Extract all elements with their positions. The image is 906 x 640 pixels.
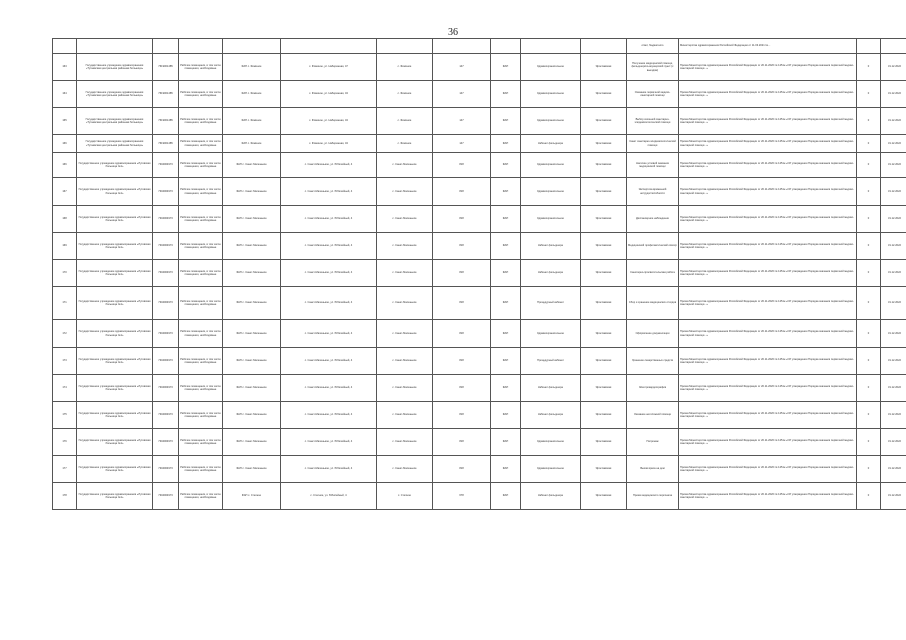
function-cell: Процедурный кабинет [521,348,581,375]
service-cell: Санкт санитарно-эпидемиологической помощи [627,135,679,153]
type-cell: Рабочие помещения, в том числе помещения, необходимые [179,320,223,348]
kind-cell: ФАП [491,135,521,153]
num-cell: 173 [53,348,77,375]
num-cell: 176 [53,429,77,456]
ogrn-cell: 7619001485 [153,81,179,108]
table-row [53,153,906,178]
type-cell: Рабочие помещения, в том числе помещения, необходимые [179,206,223,233]
service-cell: Медицинский профилактический осмотр [627,233,679,260]
count-cell: 147 [433,135,491,153]
date-cell: 31.12.2022 [881,153,906,178]
flag-cell: 0 [857,81,881,108]
num-cell: 172 [53,320,77,348]
type-cell: Рабочие помещения, в том числе помещения, необходимые [179,233,223,260]
type-cell: Рабочие помещения, в том числе помещения, необходимые [179,178,223,206]
num-cell: 169 [53,233,77,260]
table-row [53,429,906,456]
date-cell: 31.12.2022 [881,348,906,375]
locality-cell: с. Санкт-Маленькое [377,153,433,178]
owner-cell: Ярославская [581,260,627,287]
flag-cell: 0 [857,348,881,375]
org-cell: Государственное учреждение здравоохранения «Луговская больница №1» [77,429,153,456]
count-cell: 678 [433,483,491,510]
owner-cell: Ярославская [581,287,627,320]
basis-cell: Приказ Министерства здравоохранения Российской Федерации от 20.11.2020 № 1251н «Об утверждении Порядка оказания первичной медико-санитарной помощи...» [679,402,857,429]
count-cell: 147 [433,108,491,135]
kind-cell: ФАП [491,108,521,135]
locality-cell: с. Фоминое [377,135,433,153]
num-cell: 171 [53,287,77,320]
service-cell: Хранение лекарственных средств [627,348,679,375]
kind-cell: ФАП [491,260,521,287]
kind-cell: ФАП [491,483,521,510]
service-cell: Санитарно-просветительская работа [627,260,679,287]
address-cell: с. Санкт-Маленькое, ул. Юбилейный, 4 [281,456,377,483]
owner-cell: Ярославская [581,135,627,153]
org-cell: Государственное учреждение здравоохранения «Луговская больница №1» [77,375,153,402]
count-cell: 818 [433,429,491,456]
kind-cell: ФАП [491,320,521,348]
basis-cell: Приказ Министерства здравоохранения Российской Федерации от 20.11.2020 № 1251н «Об утверждении Порядка оказания первичной медико-санитарной помощи...» [679,348,857,375]
basis-cell: Приказ Министерства здравоохранения Российской Федерации от 20.11.2020 № 1251н «Об утверждении Порядка оказания первичной медико-санитарной помощи...» [679,456,857,483]
count-cell: 818 [433,320,491,348]
org-cell: Государственное учреждение здравоохранения «Луговская больница №1» [77,483,153,510]
count-cell: 818 [433,287,491,320]
table-row [53,375,906,402]
basis-cell: Приказ Министерства здравоохранения Российской Федерации от 20.11.2020 № 1251н «Об утверждении Порядка оказания первичной медико-санитарной помощи...» [679,178,857,206]
basis-cell: Приказ Министерства здравоохранения Российской Федерации от 20.11.2020 № 1251н «Об утверждении Порядка оказания первичной медико-санитарной помощи...» [679,429,857,456]
flag-cell: 0 [857,135,881,153]
count-cell: 818 [433,260,491,287]
date-cell: 31.12.2022 [881,206,906,233]
kind-cell: ФАП [491,287,521,320]
date-cell: 31.12.2022 [881,178,906,206]
ogrn-cell: 7304004973 [153,456,179,483]
ogrn-cell: 7304004973 [153,375,179,402]
form-cell: ФАП с. Санкт-Маленькое [223,178,281,206]
kind-cell: ФАП [491,375,521,402]
flag-cell: 0 [857,206,881,233]
form-cell: ФАП с. Санкт-Маленькое [223,287,281,320]
address-cell: с. Санкт-Маленькое, ул. Юбилейный, 4 [281,402,377,429]
locality-cell: с. Санкт-Маленькое [377,206,433,233]
date-cell: 31.12.2022 [881,108,906,135]
form-cell: ФАП с. Санкт-Маленькое [223,348,281,375]
locality-cell: с. Санкт-Маленькое [377,287,433,320]
owner-cell: Ярославская [581,153,627,178]
table-row [53,456,906,483]
date-cell: 31.12.2022 [881,429,906,456]
table-row [53,320,906,348]
kind-cell: ФАП [491,206,521,233]
flag-cell: 0 [857,287,881,320]
num-cell: 165 [53,108,77,135]
date-cell: 31.12.2022 [881,233,906,260]
type-cell: Рабочие помещения, в том числе помещения, необходимые [179,456,223,483]
service-cell: Электрокардиография [627,375,679,402]
num-cell: 163 [53,54,77,81]
locality-cell: с. Санкт-Маленькое [377,402,433,429]
basis-cell: Приказ Министерства здравоохранения Российской Федерации от 20.11.2020 № 1251н «Об утверждении Порядка оказания первичной медико-санитарной помощи...» [679,233,857,260]
address-cell: с. Санкт-Маленькое, ул. Юбилейный, 4 [281,375,377,402]
basis-cell: Приказ Министерства здравоохранения Российской Федерации от 20.11.2020 № 1251н «Об утверждении Порядка оказания первичной медико-санитарной помощи...» [679,260,857,287]
num-cell: 177 [53,456,77,483]
num-cell: 168 [53,206,77,233]
kind-cell: ФАП [491,233,521,260]
locality-cell: с. Санкт-Маленькое [377,320,433,348]
count-cell: 818 [433,375,491,402]
org-cell: Государственное учреждение здравоохранения «Тутаевская центральная районная больница» [77,135,153,153]
flag-cell: 0 [857,483,881,510]
count-cell: 147 [433,81,491,108]
type-cell: Рабочие помещения, в том числе помещения, необходимые [179,375,223,402]
flag-cell: 0 [857,402,881,429]
form-cell: ФАП с. Фоминое [223,108,281,135]
table-row [53,233,906,260]
kind-cell: ФАП [491,402,521,429]
ogrn-cell: 7304004973 [153,348,179,375]
service-cell: ответ, бюджетного [627,39,679,54]
basis-cell: Приказ Министерства здравоохранения Российской Федерации от 20.11.2020 № 1251н «Об утверждении Порядка оказания первичной медико-санитарной помощи...» [679,287,857,320]
owner-cell: Ярославская [581,233,627,260]
address-cell: с. Санкт-Маленькое, ул. Юбилейный, 4 [281,233,377,260]
table-row [53,348,906,375]
ogrn-cell: 7304004973 [153,320,179,348]
type-cell: Рабочие помещения, в том числе помещения, необходимые [179,153,223,178]
ogrn-cell: 7304004973 [153,483,179,510]
date-cell: 31.12.2022 [881,81,906,108]
locality-cell: с. Фоминое [377,54,433,81]
function-cell: Кабинет фельдшера [521,135,581,153]
function-cell: Кабинет фельдшера [521,483,581,510]
type-cell: Рабочие помещения, в том числе помещения, необходимые [179,135,223,153]
basis-cell: Министерства здравоохранения Российской Федерации от 11.03.2021 №... [679,39,857,54]
org-cell: Государственное учреждение здравоохранения «Луговская больница №1» [77,178,153,206]
flag-cell: 0 [857,375,881,402]
org-cell: Государственное учреждение здравоохранения «Луговская больница №1» [77,402,153,429]
ogrn-cell: 7304004973 [153,429,179,456]
function-cell: Здравоохранительное [521,456,581,483]
locality-cell: с. Степное [377,483,433,510]
owner-cell: Ярославская [581,375,627,402]
form-cell: ФАП с. Санкт-Маленькое [223,260,281,287]
basis-cell: Приказ Министерства здравоохранения Российской Федерации от 20.11.2020 № 1251н «Об утверждении Порядка оказания первичной медико-санитарной помощи...» [679,206,857,233]
ogrn-cell: 7304004973 [153,402,179,429]
type-cell: Рабочие помещения, в том числе помещения, необходимые [179,348,223,375]
address-cell: с. Санкт-Маленькое, ул. Юбилейный, 4 [281,287,377,320]
service-cell: Оказание первичной медико-санитарной помощи [627,81,679,108]
form-cell: ФАП с. Санкт-Маленькое [223,429,281,456]
basis-cell: Приказ Министерства здравоохранения Российской Федерации от 20.11.2020 № 1251н «Об утверждении Порядка оказания первичной медико-санитарной помощи...» [679,153,857,178]
type-cell: Рабочие помещения, в том числе помещения, необходимые [179,54,223,81]
address-cell: с. Санкт-Маленькое, ул. Юбилейный, 4 [281,429,377,456]
num-cell: 175 [53,402,77,429]
type-cell: Рабочие помещения, в том числе помещения, необходимые [179,108,223,135]
function-cell: Здравоохранительное [521,108,581,135]
locality-cell: с. Санкт-Маленькое [377,233,433,260]
form-cell: ФАП с. Степное [223,483,281,510]
org-cell: Государственное учреждение здравоохранения «Луговская больница №1» [77,233,153,260]
org-cell: Государственное учреждение здравоохранения «Луговская больница №1» [77,260,153,287]
address-cell: с. Степное, ул. Юбилейный, 4 [281,483,377,510]
form-cell: ФАП с. Санкт-Маленькое [223,153,281,178]
function-cell: Здравоохранительное [521,81,581,108]
facilities-table [52,38,906,510]
flag-cell: 0 [857,429,881,456]
basis-cell: Приказ Министерства здравоохранения Российской Федерации от 20.11.2020 № 1251н «Об утверждении Порядка оказания первичной медико-санитарной помощи...» [679,81,857,108]
count-cell: 818 [433,153,491,178]
form-cell: ФАП с. Санкт-Маленькое [223,456,281,483]
owner-cell: Ярославская [581,178,627,206]
date-cell: 31.12.2022 [881,483,906,510]
basis-cell: Приказ Министерства здравоохранения Российской Федерации от 20.11.2020 № 1251н «Об утверждении Порядка оказания первичной медико-санитарной помощи...» [679,108,857,135]
function-cell: Здравоохранительное [521,206,581,233]
count-cell: 147 [433,54,491,81]
date-cell: 31.12.2022 [881,456,906,483]
date-cell: 31.12.2022 [881,375,906,402]
num-cell: 164 [53,81,77,108]
locality-cell: с. Санкт-Маленькое [377,429,433,456]
org-cell: Государственное учреждение здравоохранения «Луговская больница №1» [77,287,153,320]
num-cell: 178 [53,483,77,510]
function-cell: Кабинет фельдшера [521,233,581,260]
table-row [53,135,906,153]
function-cell: Здравоохранительное [521,178,581,206]
type-cell: Рабочие помещения, в том числе помещения, необходимые [179,287,223,320]
address-cell: с. Фоминое, ул. Набережная, 43 [281,81,377,108]
owner-cell: Ярославская [581,402,627,429]
ogrn-cell: 7304004973 [153,206,179,233]
basis-cell: Приказ Министерства здравоохранения Российской Федерации от 20.11.2020 № 1251н «Об утверждении Порядка оказания первичной медико-санитарной помощи...» [679,135,857,153]
service-cell: Выбор сезонной санитарно-эпидемиологической помощи [627,108,679,135]
type-cell: Рабочие помещения, в том числе помещения, необходимые [179,260,223,287]
function-cell: Процедурный кабинет [521,287,581,320]
org-cell: Государственное учреждение здравоохранения «Луговская больница №1» [77,348,153,375]
owner-cell: Ярославская [581,81,627,108]
ogrn-cell: 7304004973 [153,178,179,206]
table-row [53,81,906,108]
basis-cell: Приказ Министерства здравоохранения Российской Федерации от 20.11.2020 № 1251н «Об утверждении Порядка оказания первичной медико-санитарной помощи...» [679,375,857,402]
locality-cell: с. Санкт-Маленькое [377,260,433,287]
num-cell: 170 [53,260,77,287]
owner-cell: Ярославская [581,108,627,135]
kind-cell: ФАП [491,456,521,483]
service-cell: Патронаж [627,429,679,456]
num-cell: 167 [53,178,77,206]
form-cell: ФАП с. Фоминое [223,81,281,108]
function-cell: Здравоохранительное [521,320,581,348]
kind-cell: ФАП [491,348,521,375]
flag-cell: 0 [857,260,881,287]
address-cell: с. Санкт-Маленькое, ул. Юбилейный, 4 [281,320,377,348]
service-cell: Экспертиза временной нетрудоспособности [627,178,679,206]
form-cell: ФАП с. Фоминое [223,54,281,81]
date-cell: 31.12.2022 [881,135,906,153]
table-row [53,54,906,81]
function-cell: Здравоохранительное [521,429,581,456]
owner-cell: Ярославская [581,348,627,375]
date-cell: 31.12.2022 [881,287,906,320]
ogrn-cell: 7619001485 [153,108,179,135]
flag-cell: 0 [857,108,881,135]
service-cell: Получение медицинской помощи, фельдшерско-акушерский пункт (с выездом) [627,54,679,81]
kind-cell: ФАП [491,54,521,81]
function-cell: Кабинет фельдшера [521,375,581,402]
function-cell: Здравоохранительное [521,54,581,81]
service-cell: Сбор и хранение медицинских отходов [627,287,679,320]
org-cell: Государственное учреждение здравоохранения «Тутаевская центральная районная больница» [77,81,153,108]
date-cell: 31.12.2022 [881,320,906,348]
table-row [53,287,906,320]
org-cell: Государственное учреждение здравоохранения «Луговская больница №1» [77,456,153,483]
org-cell: Государственное учреждение здравоохранения «Луговская больница №1» [77,153,153,178]
function-cell: Кабинет фельдшера [521,402,581,429]
ogrn-cell: 7304004973 [153,287,179,320]
address-cell: с. Фоминое, ул. Набережная, 43 [281,135,377,153]
type-cell: Рабочие помещения, в том числе помещения, необходимые [179,483,223,510]
continuation-row [53,39,906,54]
kind-cell: ФАП [491,81,521,108]
owner-cell: Ярославская [581,429,627,456]
flag-cell: 0 [857,456,881,483]
date-cell: 31.12.2022 [881,402,906,429]
type-cell: Рабочие помещения, в том числе помещения, необходимые [179,429,223,456]
flag-cell: 0 [857,178,881,206]
service-cell: Оказание неотложной помощи [627,402,679,429]
owner-cell: Ярославская [581,206,627,233]
basis-cell: Приказ Министерства здравоохранения Российской Федерации от 20.11.2020 № 1251н «Об утверждении Порядка оказания первичной медико-санитарной помощи...» [679,320,857,348]
address-cell: с. Фоминое, ул. Набережная, 43 [281,108,377,135]
count-cell: 818 [433,206,491,233]
form-cell: ФАП с. Санкт-Маленькое [223,320,281,348]
num-cell: 174 [53,375,77,402]
form-cell: ФАП с. Санкт-Маленькое [223,375,281,402]
ogrn-cell: 7304004973 [153,233,179,260]
count-cell: 818 [433,348,491,375]
owner-cell: Ярославская [581,320,627,348]
locality-cell: с. Санкт-Маленькое [377,348,433,375]
table-row [53,483,906,510]
ogrn-cell: 7304004973 [153,153,179,178]
count-cell: 818 [433,456,491,483]
flag-cell: 0 [857,54,881,81]
form-cell: ФАП с. Фоминое [223,135,281,153]
type-cell: Рабочие помещения, в том числе помещения, необходимые [179,402,223,429]
locality-cell: с. Санкт-Маленькое [377,178,433,206]
table-row [53,260,906,287]
address-cell: с. Санкт-Маленькое, ул. Юбилейный, 4 [281,348,377,375]
count-cell: 818 [433,233,491,260]
num-cell: 166 [53,153,77,178]
address-cell: с. Санкт-Маленькое, ул. Юбилейный, 4 [281,153,377,178]
locality-cell: с. Санкт-Маленькое [377,456,433,483]
service-cell: Прием медицинского персонала [627,483,679,510]
type-cell: Рабочие помещения, в том числе помещения, необходимые [179,81,223,108]
flag-cell: 0 [857,320,881,348]
count-cell: 818 [433,178,491,206]
date-cell: 31.12.2022 [881,260,906,287]
count-cell: 818 [433,402,491,429]
org-cell: Государственное учреждение здравоохранения «Тутаевская центральная районная больница» [77,108,153,135]
kind-cell: ФАП [491,429,521,456]
page-number: 36 [448,27,458,38]
basis-cell: Приказ Министерства здравоохранения Российской Федерации от 20.11.2020 № 1251н «Об утверждении Порядка оказания первичной медико-санитарной помощи...» [679,483,857,510]
flag-cell: 0 [857,153,881,178]
table-row [53,108,906,135]
function-cell: Кабинет фельдшера [521,260,581,287]
kind-cell: ФАП [491,178,521,206]
service-cell: Диспансерное наблюдение [627,206,679,233]
flag-cell: 0 [857,233,881,260]
table-row [53,178,906,206]
ogrn-cell: 7619001485 [153,54,179,81]
form-cell: ФАП с. Санкт-Маленькое [223,402,281,429]
address-cell: с. Санкт-Маленькое, ул. Юбилейный, 4 [281,260,377,287]
ogrn-cell: 7304004973 [153,260,179,287]
address-cell: с. Фоминое, ул. Набережная, 47 [281,54,377,81]
table-row [53,206,906,233]
date-cell: 31.12.2022 [881,54,906,81]
locality-cell: с. Санкт-Маленькое [377,375,433,402]
org-cell: Государственное учреждение здравоохранения «Тутаевская центральная районная больница» [77,54,153,81]
ogrn-cell: 7619001485 [153,135,179,153]
owner-cell: Ярославская [581,456,627,483]
service-cell: Вызов врача на дом [627,456,679,483]
owner-cell: Ярославская [581,483,627,510]
function-cell: Здравоохранительное [521,153,581,178]
address-cell: с. Санкт-Маленькое, ул. Юбилейный, 4 [281,178,377,206]
table-row [53,402,906,429]
locality-cell: с. Фоминое [377,81,433,108]
locality-cell: с. Фоминое [377,108,433,135]
service-cell: Наличие условий оказания медицинской помощи [627,153,679,178]
org-cell: Государственное учреждение здравоохранения «Луговская больница №1» [77,206,153,233]
owner-cell: Ярославская [581,54,627,81]
form-cell: ФАП с. Санкт-Маленькое [223,233,281,260]
org-cell: Государственное учреждение здравоохранения «Луговская больница №1» [77,320,153,348]
form-cell: ФАП с. Санкт-Маленькое [223,206,281,233]
basis-cell: Приказ Министерства здравоохранения Российской Федерации от 20.11.2020 № 1251н «Об утверждении Порядка оказания первичной медико-санитарной помощи...» [679,54,857,81]
service-cell: Оформление документации [627,320,679,348]
kind-cell: ФАП [491,153,521,178]
num-cell: 166 [53,135,77,153]
address-cell: с. Санкт-Маленькое, ул. Юбилейный, 4 [281,206,377,233]
